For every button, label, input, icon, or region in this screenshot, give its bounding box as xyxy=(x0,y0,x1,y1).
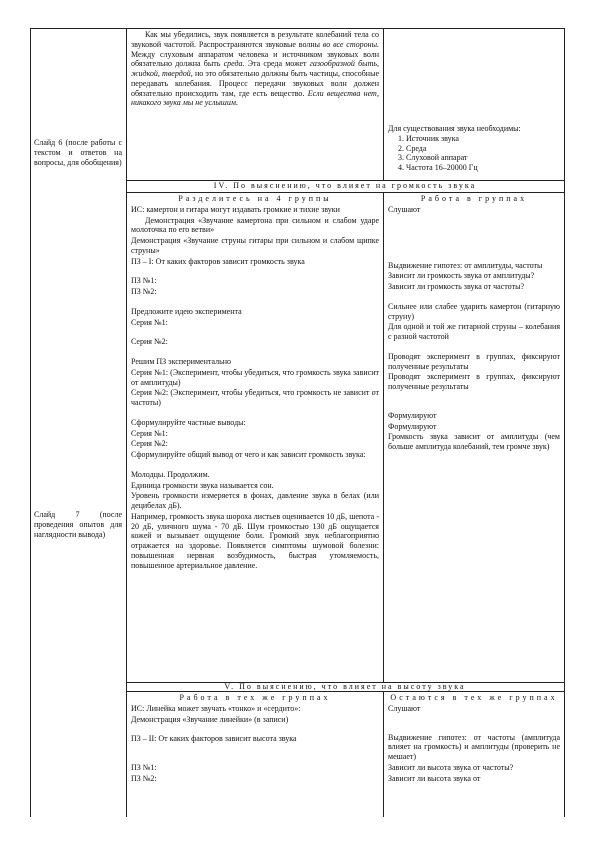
teacher-activity-line: ПЗ №2: xyxy=(131,773,157,783)
teacher-activity-line: Серия №1: (Эксперимент, чтобы убедиться, что громкость звука зависит от амплитуды) xyxy=(131,367,379,387)
teacher-activity-line: Единица громкости звука называется сон. xyxy=(131,480,274,490)
teacher-activity-line: ПЗ №1: xyxy=(131,763,157,772)
teacher-activity-line: Сформулируйте общий вывод от чего и как зависит громкость звука: xyxy=(131,450,366,459)
teacher-activity-line xyxy=(131,409,379,417)
teacher-activity-line: Демонстрация «Звучание камертона при сильном и слабом ударе молоточка по его ветви» xyxy=(131,215,379,235)
teacher-activity-line: Серия №2: (Эксперимент, чтобы убедиться, что громкость не зависит от частоты) xyxy=(131,388,379,407)
teacher-activity-line: Серия №2: xyxy=(131,337,168,347)
teacher-activity-line: Работа в тех же группах xyxy=(179,693,331,702)
teacher-activity-line: ПЗ – I: От каких факторов зависит громкость звука xyxy=(131,256,305,266)
student-activity-line: Слушают xyxy=(388,703,421,713)
slide-7-label: Слайд 7 (после проведения опытов для наглядности вывода) xyxy=(34,510,122,539)
sound-conditions-list xyxy=(388,134,560,173)
table-top-border xyxy=(30,28,564,29)
teacher-activity-line xyxy=(131,754,379,762)
teacher-activity-line: ПЗ №2: xyxy=(131,287,157,296)
student-activity-line: Проводят эксперимент в группах, фиксируют полученные результаты xyxy=(388,351,560,371)
student-activity-line xyxy=(388,715,560,723)
teacher-activity-line: ИС: Линейка может звучать «тонко» и «сердито»: xyxy=(131,703,301,713)
student-activity-line: Формулируют xyxy=(388,410,437,420)
student-activity-line: Сильнее или слабее ударить камертон (гитарную струну) xyxy=(388,301,560,321)
teacher-activity-line: Сформулируйте частные выводы: xyxy=(131,417,246,427)
teacher-activity-line xyxy=(131,725,379,733)
student-activity-line xyxy=(388,402,560,410)
student-activity-line: Зависит ли громкость звука от частоты? xyxy=(388,282,524,291)
section-iv-heading: IV. По выяснению, что влияет на громкость звука xyxy=(213,181,477,190)
student-activity-line: Громкость звука зависит от амплитуды (чем больше амплитуда колебаний, тем громче звук) xyxy=(388,432,560,451)
student-activity-line: Проводят эксперимент в группах, фиксируют полученные результаты xyxy=(388,372,560,391)
teacher-activity-line xyxy=(131,267,379,275)
column-divider-2-bottom xyxy=(383,691,384,817)
teacher-activity-line xyxy=(131,328,379,336)
column-divider-2-top xyxy=(383,28,384,180)
teacher-activity-line: Разделитесь на 4 группы xyxy=(178,194,332,203)
sound-conditions-block xyxy=(388,124,560,173)
teacher-activity-line: ПЗ – II: От каких факторов зависит высота звука xyxy=(131,734,297,744)
table-right-border xyxy=(564,28,565,817)
student-activity-line: Зависит ли громкость звука от амплитуды? xyxy=(388,271,535,281)
student-activity-line: Работа в группах xyxy=(420,194,528,203)
teacher-activity-line: ИС: камертон и гитара могут издавать громкие и тихие звуки xyxy=(131,204,340,214)
teacher-activity-line: Решим ПЗ экспериментально xyxy=(131,357,231,366)
column-divider-1 xyxy=(126,28,127,817)
student-activity-line xyxy=(388,243,560,251)
student-activity-line: Формулируют xyxy=(388,421,437,431)
student-activity-line: Остаются в тех же группах xyxy=(390,693,558,702)
teacher-activity-line: Демонстрация «Звучание линейки» (в записи) xyxy=(131,714,289,724)
student-activity-line xyxy=(388,225,560,233)
sound-condition-item: 2. Среда xyxy=(406,144,560,154)
teacher-activity-line: Предложите идею эксперимента xyxy=(131,306,242,316)
sound-condition-item: 3. Слуховой аппарат xyxy=(406,153,560,163)
section-v-student-column xyxy=(388,693,560,784)
section-iv-student-column xyxy=(388,194,560,453)
teacher-activity-line: Демонстрация «Звучание струны гитары при сильном и слабом щипке струны» xyxy=(131,236,379,255)
student-activity-line: Зависит ли высота звука от xyxy=(388,773,481,783)
teacher-activity-line: Серия №1: xyxy=(131,317,168,327)
teacher-activity-line xyxy=(131,348,379,356)
sound-propagation-text: Как мы убедились, звук появляется в результате колебаний тела со звуковой частотой. Распространяются звуковые волны во все стороны. Между слуховым аппаратом человека и источником звуковых волн обязательно должна быть среда. Эта среда может газообразной быть, жидкой, твердой, но это обязательно должны быть частицы, способные передавать колебания. Процесс передачи звуковых волн должен обязательно происходить там, где есть вещество. Если вещества нет, никакого звука мы не услышим. xyxy=(131,30,380,108)
student-activity-line xyxy=(388,216,560,224)
student-activity-line xyxy=(388,343,560,351)
student-activity-line xyxy=(388,252,560,260)
student-activity-line: Для одной и той же гитарной струны – колебания с разной частотой xyxy=(388,322,560,341)
teacher-activity-line: ПЗ №1: xyxy=(131,276,157,286)
table-left-border xyxy=(30,28,31,817)
student-activity-line: Зависит ли высота звука от частоты? xyxy=(388,762,514,772)
sound-condition-item: 1. Источник звука xyxy=(406,134,560,144)
teacher-activity-line xyxy=(131,745,379,753)
student-activity-line: Слушают xyxy=(388,204,421,214)
student-activity-line xyxy=(388,234,560,242)
student-activity-line xyxy=(388,293,560,301)
sound-condition-item: 4. Частота 16–20000 Гц xyxy=(406,163,560,173)
student-activity-line xyxy=(388,393,560,401)
teacher-activity-line xyxy=(131,461,379,469)
teacher-activity-line: Серия №1: xyxy=(131,428,168,438)
section-v-teacher-column xyxy=(131,693,379,785)
teacher-activity-line: Серия №2: xyxy=(131,439,168,449)
teacher-activity-line xyxy=(131,298,379,306)
section-iv-teacher-column xyxy=(131,194,379,571)
section-v-heading: V. По выяснению, что влияет на высоту звука xyxy=(224,682,466,691)
teacher-activity-line: Молодцы. Продолжим. xyxy=(131,469,210,479)
teacher-activity-line: Например, громкость звука шороха листьев оценивается 10 дБ, шепота - 20 дБ, уличного шума - 70 дБ. Шум громкостью 130 дБ ощущается кожей и вызывает ощущение боли. Громкий звук неблагоприятно отражается на здоровье. Появляется симптомы шумовой болезни: повышенная нервная возбудимость, быстрая утомляемость, повышенное артериальное давление. xyxy=(131,511,379,570)
teacher-activity-line: Уровень громкости измеряется в фонах, давление звука в белах (или децибелах дБ). xyxy=(131,491,379,510)
student-activity-line: Выдвижение гипотез: от частоты (амплитуда влияет на громкость) и амплитуды (проверить не мешает) xyxy=(388,732,560,761)
heading-iv-bottom xyxy=(126,192,564,193)
student-activity-line xyxy=(388,724,560,732)
column-divider-2-mid xyxy=(383,192,384,682)
student-activity-line: Выдвижение гипотез: от амплитуды, частоты xyxy=(388,260,543,270)
sound-conditions-intro: Для существования звука необходимы: xyxy=(388,124,521,133)
slide-6-label: Слайд 6 (после работы с текстом и ответов на вопросы, для обобщения) xyxy=(34,138,122,167)
